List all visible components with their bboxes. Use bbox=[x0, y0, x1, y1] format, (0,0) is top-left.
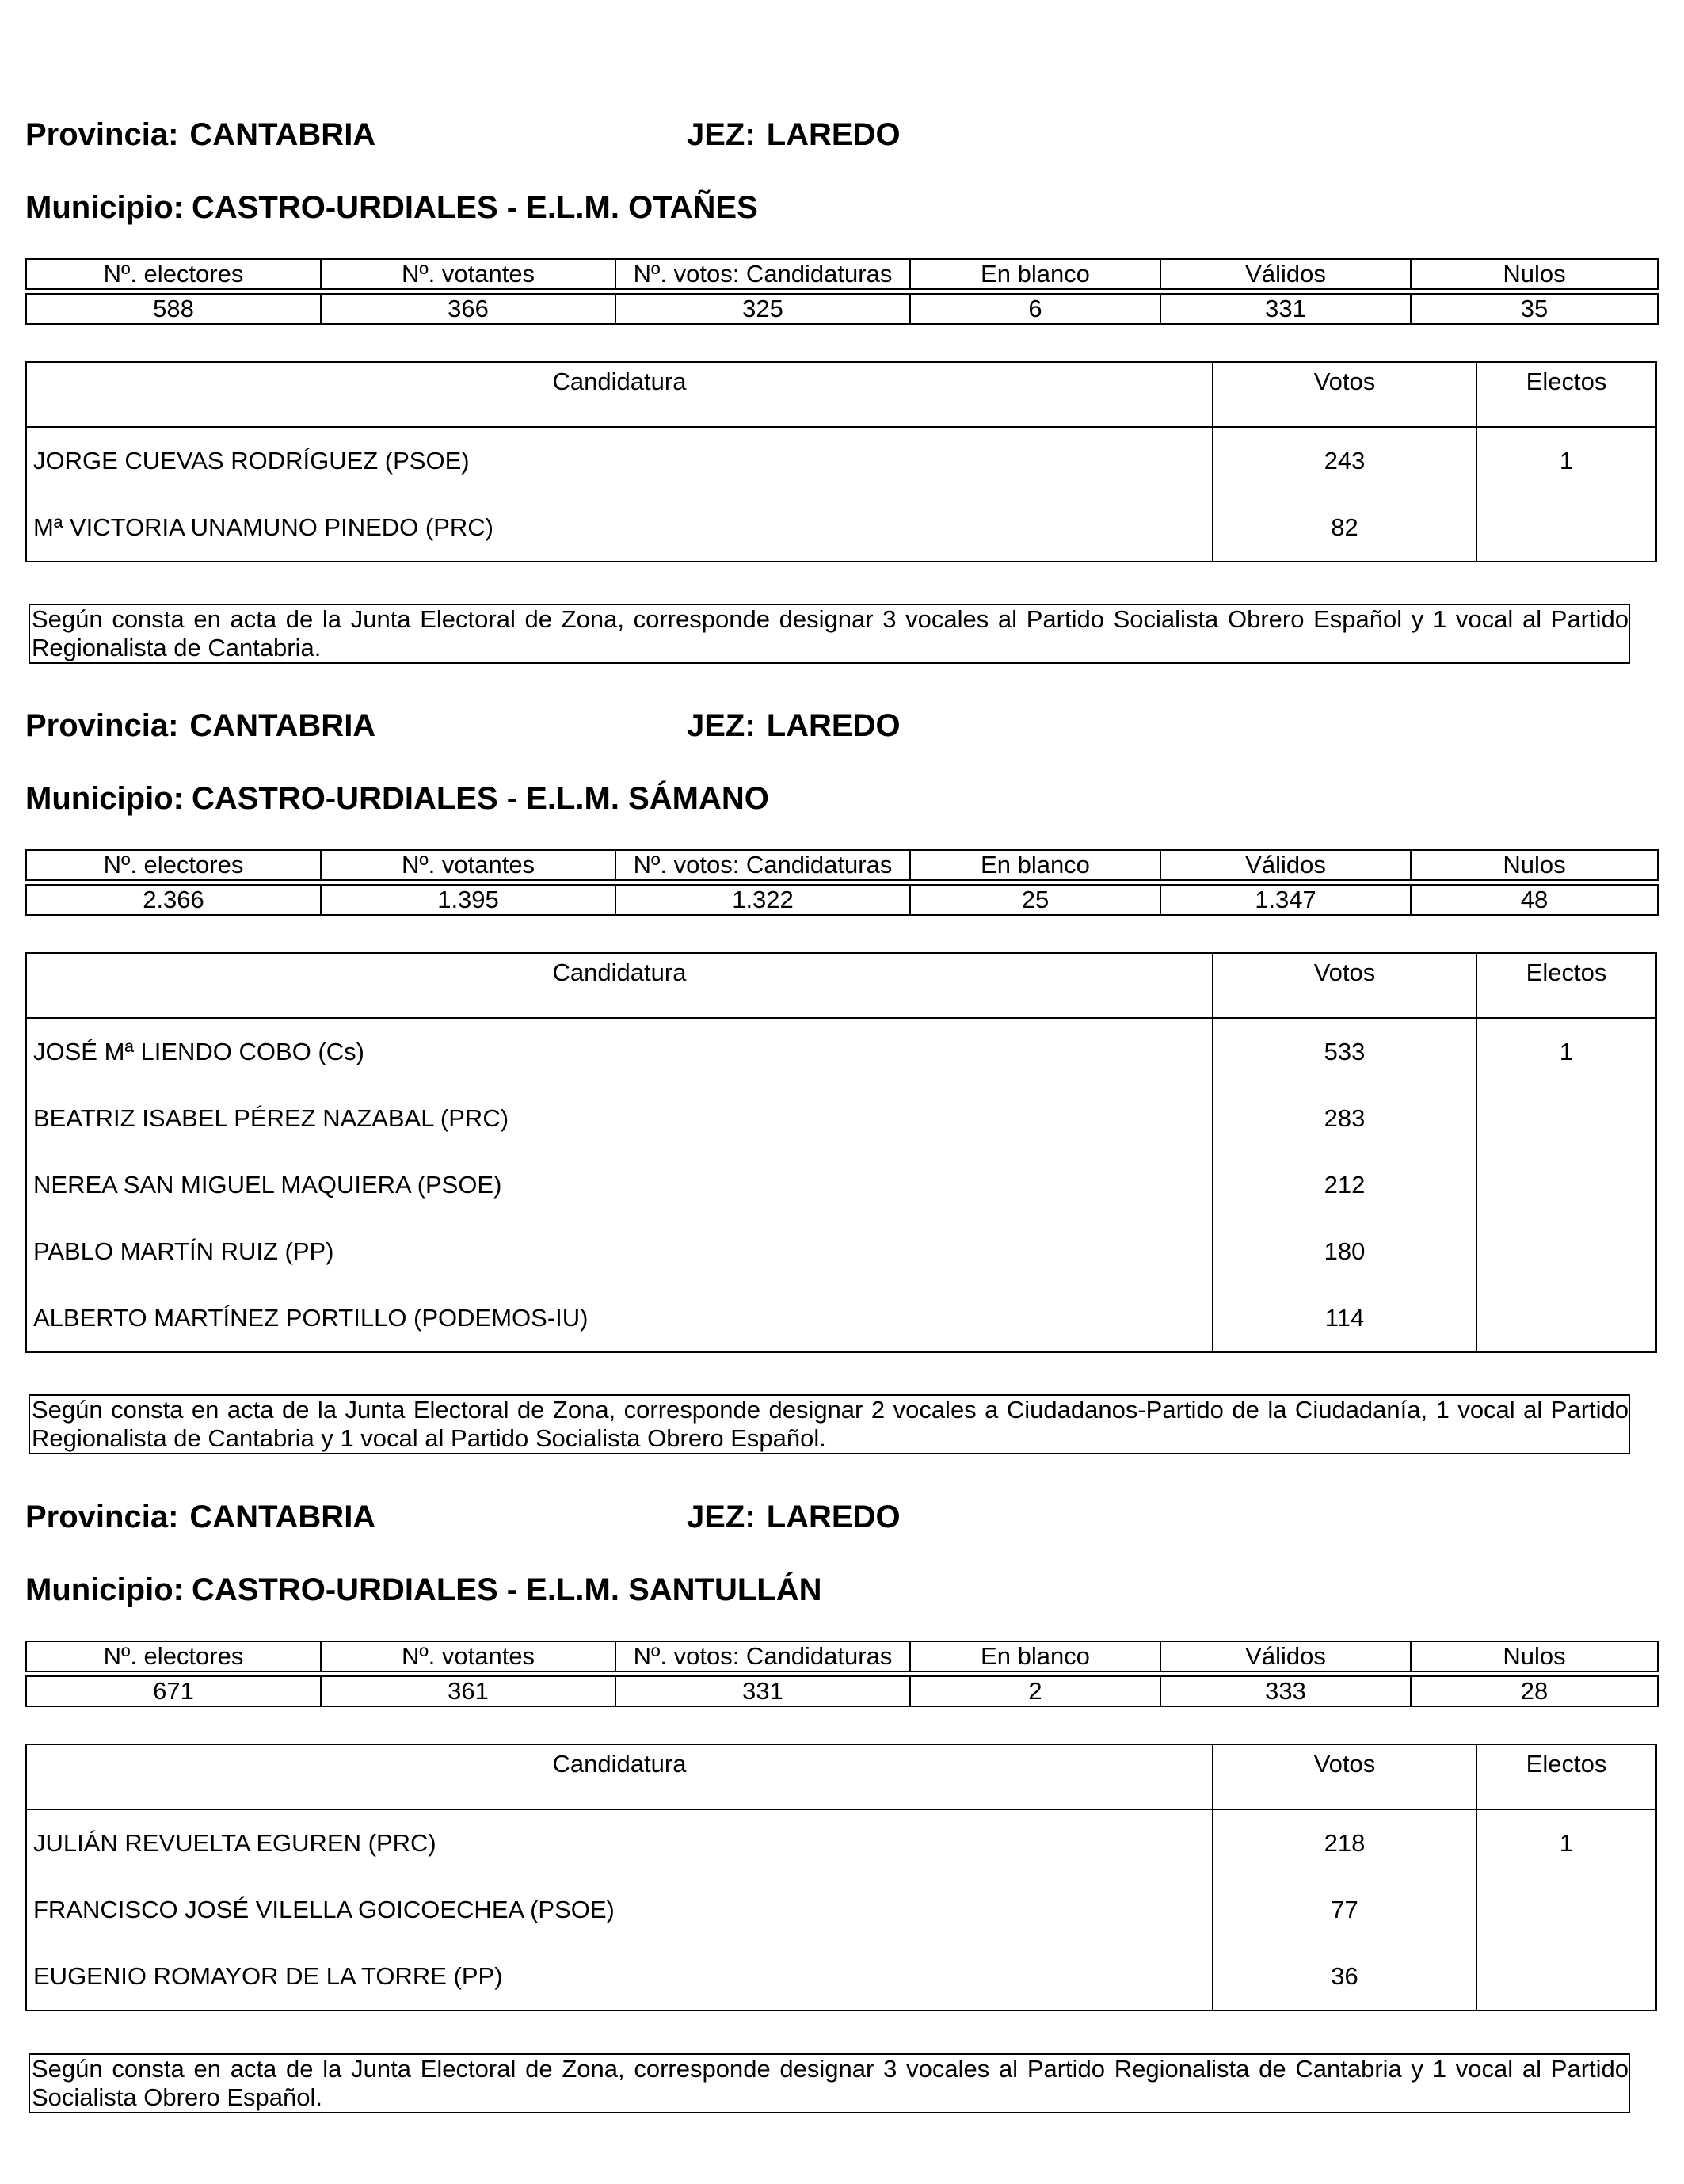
candidate-row bbox=[27, 428, 1655, 494]
acta-note: Según consta en acta de la Junta Electoral de Zona, corresponde designar 2 vocales a Ciudadanos-Partido de la Ciudadanía, 1 vocal al Partido Regionalista de Cantabria y 1 vocal al Partido Socialista Obrero Español. bbox=[29, 1394, 1630, 1454]
summary-header-cell: Nulos bbox=[1411, 850, 1658, 880]
summary-header-cell: En blanco bbox=[910, 259, 1160, 289]
jez-value: LAREDO bbox=[766, 1500, 901, 1534]
summary-header-cell: Nº. electores bbox=[26, 1641, 321, 1671]
jez-header bbox=[687, 116, 901, 154]
summary-header-cell: Nº. votos: Candidaturas bbox=[615, 850, 910, 880]
summary-table bbox=[25, 849, 1659, 916]
electos-header: Electos bbox=[1526, 1750, 1607, 1778]
votos-header: Votos bbox=[1213, 1745, 1477, 1809]
summary-value-cell: 25 bbox=[910, 885, 1160, 915]
summary-header-cell: Nº. votos: Candidaturas bbox=[615, 1641, 910, 1671]
summary-value-cell: 361 bbox=[321, 1676, 615, 1706]
summary-value-row bbox=[26, 885, 1658, 915]
municipio-header bbox=[25, 779, 769, 818]
summary-header-cell: Nº. electores bbox=[26, 850, 321, 880]
summary-header-cell: Válidos bbox=[1160, 1641, 1411, 1671]
provincia-value: CANTABRIA bbox=[189, 117, 376, 152]
summary-value-cell: 48 bbox=[1411, 885, 1658, 915]
candidate-elected bbox=[1477, 1285, 1655, 1351]
candidate-votes: 180 bbox=[1213, 1218, 1477, 1285]
provincia-value: CANTABRIA bbox=[189, 1500, 376, 1534]
candidates-table bbox=[25, 1744, 1657, 2011]
candidates-table bbox=[25, 952, 1657, 1353]
municipio-value: CASTRO-URDIALES - E.L.M. SÁMANO bbox=[191, 781, 769, 816]
candidate-elected bbox=[1477, 1877, 1655, 1943]
candidate-row bbox=[27, 1085, 1655, 1152]
municipio-header bbox=[25, 1571, 821, 1609]
candidates-header-row bbox=[27, 363, 1655, 428]
candidates-header-row bbox=[27, 954, 1655, 1019]
candidate-row bbox=[27, 1285, 1655, 1351]
candidate-name: EUGENIO ROMAYOR DE LA TORRE (PP) bbox=[27, 1943, 1213, 2010]
jez-label: JEZ: bbox=[687, 1500, 756, 1534]
candidate-elected bbox=[1477, 1943, 1655, 2010]
provincia-header bbox=[25, 1498, 375, 1536]
candidate-votes: 114 bbox=[1213, 1285, 1477, 1351]
candidate-elected bbox=[1477, 1218, 1655, 1285]
provincia-label: Provincia: bbox=[25, 117, 179, 152]
candidate-elected: 1 bbox=[1559, 447, 1574, 475]
provincia-header bbox=[25, 707, 375, 745]
candidate-votes: 283 bbox=[1213, 1085, 1477, 1152]
summary-value-cell: 2 bbox=[910, 1676, 1160, 1706]
candidate-name: FRANCISCO JOSÉ VILELLA GOICOECHEA (PSOE) bbox=[27, 1877, 1213, 1943]
candidate-row bbox=[27, 494, 1655, 561]
jez-header bbox=[687, 1498, 901, 1536]
municipio-label: Municipio: bbox=[25, 1572, 184, 1607]
summary-header-cell: En blanco bbox=[910, 1641, 1160, 1671]
jez-label: JEZ: bbox=[687, 117, 756, 152]
candidate-name: JULIÁN REVUELTA EGUREN (PRC) bbox=[27, 1810, 1213, 1877]
candidate-votes: 533 bbox=[1213, 1019, 1477, 1085]
summary-value-cell: 28 bbox=[1411, 1676, 1658, 1706]
candidate-name: JOSÉ Mª LIENDO COBO (Cs) bbox=[27, 1019, 1213, 1085]
summary-header-cell: Nº. votos: Candidaturas bbox=[615, 259, 910, 289]
summary-value-cell: 1.347 bbox=[1160, 885, 1411, 915]
candidates-header-row bbox=[27, 1745, 1655, 1810]
electos-header: Electos bbox=[1526, 959, 1607, 986]
candidate-votes: 212 bbox=[1213, 1152, 1477, 1218]
candidate-row bbox=[27, 1218, 1655, 1285]
candidate-row bbox=[27, 1943, 1655, 2010]
candidate-elected: 1 bbox=[1559, 1038, 1574, 1065]
candidate-row bbox=[27, 1019, 1655, 1085]
candidate-name: BEATRIZ ISABEL PÉREZ NAZABAL (PRC) bbox=[27, 1085, 1213, 1152]
jez-value: LAREDO bbox=[766, 117, 901, 152]
summary-header-cell: Nº. votantes bbox=[321, 850, 615, 880]
jez-value: LAREDO bbox=[766, 708, 901, 743]
summary-value-cell: 325 bbox=[615, 294, 910, 324]
provincia-label: Provincia: bbox=[25, 708, 179, 743]
summary-header-cell: Nº. votantes bbox=[321, 259, 615, 289]
provincia-header bbox=[25, 116, 375, 154]
provincia-label: Provincia: bbox=[25, 1500, 179, 1534]
candidate-votes: 77 bbox=[1213, 1877, 1477, 1943]
candidate-row bbox=[27, 1877, 1655, 1943]
candidate-elected bbox=[1477, 494, 1655, 561]
summary-header-cell: En blanco bbox=[910, 850, 1160, 880]
provincia-value: CANTABRIA bbox=[189, 708, 376, 743]
candidate-elected bbox=[1477, 1152, 1655, 1218]
summary-header-row bbox=[26, 259, 1658, 289]
summary-value-cell: 331 bbox=[615, 1676, 910, 1706]
jez-header bbox=[687, 707, 901, 745]
municipio-value: CASTRO-URDIALES - E.L.M. SANTULLÁN bbox=[191, 1572, 822, 1607]
candidate-row bbox=[27, 1152, 1655, 1218]
candidate-name: PABLO MARTÍN RUIZ (PP) bbox=[27, 1218, 1213, 1285]
summary-value-cell: 331 bbox=[1160, 294, 1411, 324]
candidate-votes: 36 bbox=[1213, 1943, 1477, 2010]
candidate-name: ALBERTO MARTÍNEZ PORTILLO (PODEMOS-IU) bbox=[27, 1285, 1213, 1351]
summary-value-cell: 1.395 bbox=[321, 885, 615, 915]
candidatura-header: Candidatura bbox=[27, 1745, 1213, 1809]
candidatura-header: Candidatura bbox=[27, 954, 1213, 1017]
summary-header-cell: Nº. votantes bbox=[321, 1641, 615, 1671]
summary-value-cell: 35 bbox=[1411, 294, 1658, 324]
summary-table bbox=[25, 258, 1659, 325]
summary-value-cell: 6 bbox=[910, 294, 1160, 324]
summary-header-cell: Válidos bbox=[1160, 850, 1411, 880]
summary-value-cell: 588 bbox=[26, 294, 321, 324]
candidate-votes: 243 bbox=[1213, 428, 1477, 494]
summary-value-cell: 671 bbox=[26, 1676, 321, 1706]
summary-header-row bbox=[26, 850, 1658, 880]
acta-note: Según consta en acta de la Junta Electoral de Zona, corresponde designar 3 vocales al Partido Regionalista de Cantabria y 1 vocal al Partido Socialista Obrero Español. bbox=[29, 2053, 1630, 2113]
summary-header-cell: Nº. electores bbox=[26, 259, 321, 289]
acta-note: Según consta en acta de la Junta Electoral de Zona, corresponde designar 3 vocales al Partido Socialista Obrero Español y 1 vocal al Partido Regionalista de Cantabria. bbox=[29, 604, 1630, 664]
jez-label: JEZ: bbox=[687, 708, 756, 743]
candidate-votes: 82 bbox=[1213, 494, 1477, 561]
summary-table bbox=[25, 1641, 1659, 1707]
summary-value-cell: 1.322 bbox=[615, 885, 910, 915]
summary-value-cell: 366 bbox=[321, 294, 615, 324]
electos-header: Electos bbox=[1526, 368, 1607, 395]
candidate-elected bbox=[1477, 1085, 1655, 1152]
votos-header: Votos bbox=[1213, 363, 1477, 426]
candidate-row bbox=[27, 1810, 1655, 1877]
municipio-label: Municipio: bbox=[25, 781, 184, 816]
candidate-elected: 1 bbox=[1559, 1829, 1574, 1857]
summary-header-cell: Válidos bbox=[1160, 259, 1411, 289]
summary-header-cell: Nulos bbox=[1411, 1641, 1658, 1671]
municipio-header bbox=[25, 189, 758, 227]
candidates-table bbox=[25, 361, 1657, 562]
summary-value-row bbox=[26, 294, 1658, 324]
municipio-label: Municipio: bbox=[25, 190, 184, 225]
summary-value-cell: 333 bbox=[1160, 1676, 1411, 1706]
summary-header-cell: Nulos bbox=[1411, 259, 1658, 289]
candidatura-header: Candidatura bbox=[27, 363, 1213, 426]
votos-header: Votos bbox=[1213, 954, 1477, 1017]
candidate-votes: 218 bbox=[1213, 1810, 1477, 1877]
candidate-name: NEREA SAN MIGUEL MAQUIERA (PSOE) bbox=[27, 1152, 1213, 1218]
summary-value-row bbox=[26, 1676, 1658, 1706]
candidate-name: Mª VICTORIA UNAMUNO PINEDO (PRC) bbox=[27, 494, 1213, 561]
summary-header-row bbox=[26, 1641, 1658, 1671]
municipio-value: CASTRO-URDIALES - E.L.M. OTAÑES bbox=[191, 190, 758, 225]
candidate-name: JORGE CUEVAS RODRÍGUEZ (PSOE) bbox=[27, 428, 1213, 494]
summary-value-cell: 2.366 bbox=[26, 885, 321, 915]
